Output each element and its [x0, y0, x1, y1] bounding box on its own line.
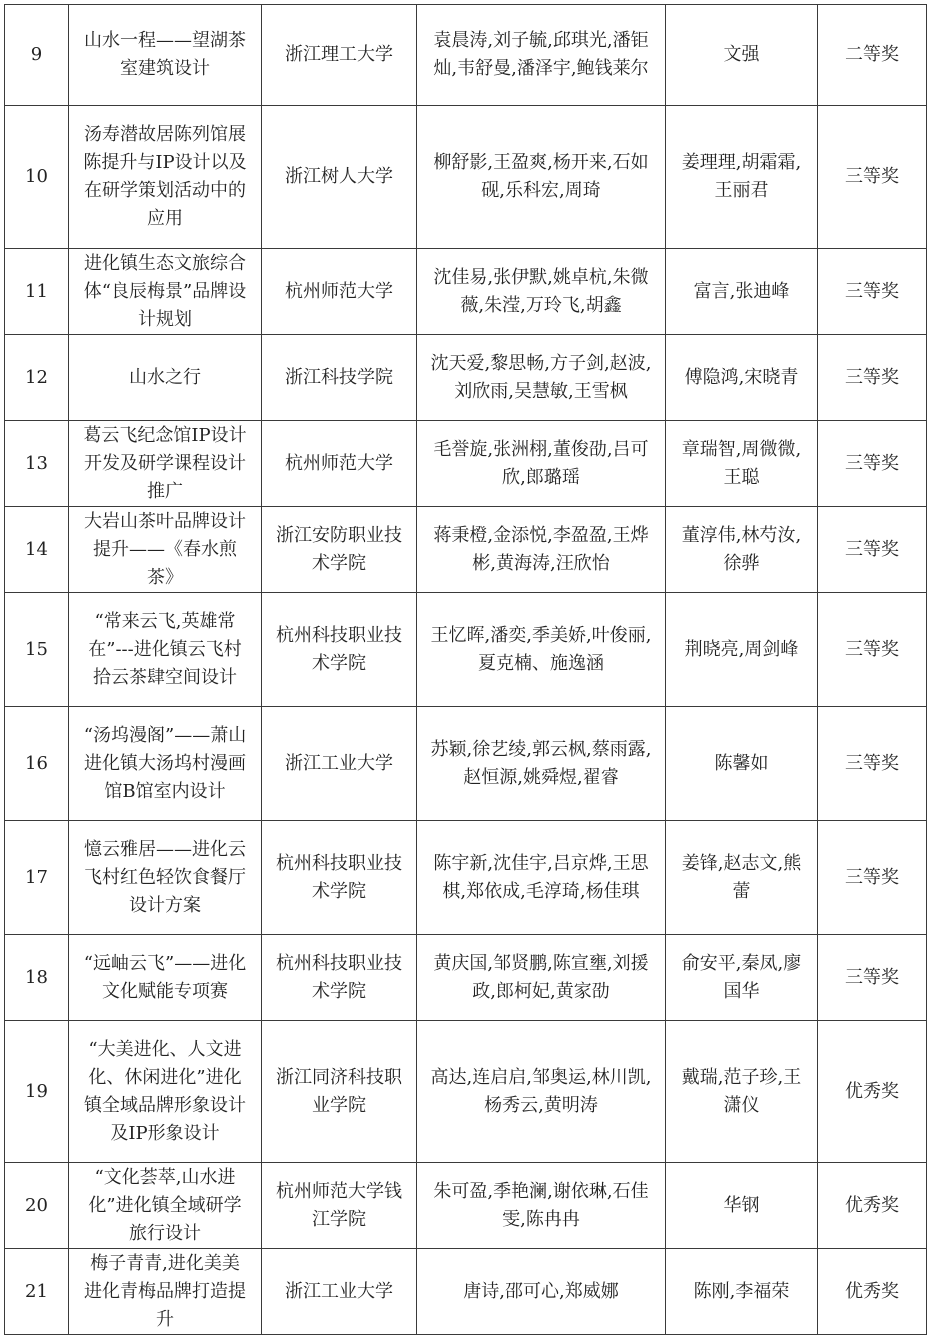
project-name: 葛云飞纪念馆IP设计开发及研学课程设计推广 — [69, 421, 262, 507]
student-names: 袁晨涛,刘子毓,邱琪光,潘钜灿,韦舒曼,潘泽宇,鲍钱莱尔 — [417, 5, 666, 106]
row-number: 16 — [5, 707, 69, 821]
project-name: 进化镇生态文旅综合体“良辰梅景”品牌设计规划 — [69, 249, 262, 335]
student-names: 陈宇新,沈佳宇,吕京烨,王思棋,郑依成,毛淳琦,杨佳琪 — [417, 821, 666, 935]
table-row — [5, 507, 927, 593]
school-name: 杭州师范大学钱江学院 — [262, 1163, 417, 1249]
advisor-names: 华钢 — [666, 1163, 818, 1249]
row-number: 21 — [5, 1249, 69, 1335]
advisor-names: 俞安平,秦凤,廖国华 — [666, 935, 818, 1021]
table-row — [5, 106, 927, 249]
award-level: 三等奖 — [818, 593, 927, 707]
row-number: 10 — [5, 106, 69, 249]
row-number: 13 — [5, 421, 69, 507]
table-row — [5, 593, 927, 707]
student-names: 王忆晖,潘奕,季美娇,叶俊丽,夏克楠、施逸涵 — [417, 593, 666, 707]
table-row — [5, 5, 927, 106]
project-name: “远岫云飞”——进化文化赋能专项赛 — [69, 935, 262, 1021]
student-names: 高达,连启启,邹奥运,林川凯,杨秀云,黄明涛 — [417, 1021, 666, 1163]
award-level: 二等奖 — [818, 5, 927, 106]
project-name: 山水一程——望湖茶室建筑设计 — [69, 5, 262, 106]
table-row — [5, 707, 927, 821]
school-name: 浙江工业大学 — [262, 1249, 417, 1335]
student-names: 唐诗,邵可心,郑威娜 — [417, 1249, 666, 1335]
award-level: 三等奖 — [818, 935, 927, 1021]
project-name: “汤坞漫阁”——萧山进化镇大汤坞村漫画馆B馆室内设计 — [69, 707, 262, 821]
project-name: 大岩山茶叶品牌设计提升——《春水煎茶》 — [69, 507, 262, 593]
table-row — [5, 935, 927, 1021]
table-row — [5, 821, 927, 935]
advisor-names: 文强 — [666, 5, 818, 106]
advisor-names: 陈馨如 — [666, 707, 818, 821]
table-row — [5, 421, 927, 507]
school-name: 杭州师范大学 — [262, 249, 417, 335]
student-names: 沈佳易,张伊默,姚卓杭,朱微薇,朱滢,万玲飞,胡鑫 — [417, 249, 666, 335]
project-name: 憶云雅居——进化云飞村红色轻饮食餐厅设计方案 — [69, 821, 262, 935]
row-number: 18 — [5, 935, 69, 1021]
award-level: 三等奖 — [818, 507, 927, 593]
table-row — [5, 249, 927, 335]
school-name: 杭州科技职业技术学院 — [262, 593, 417, 707]
student-names: 毛誉旋,张洲栩,董俊劭,吕可欣,郎璐瑶 — [417, 421, 666, 507]
school-name: 杭州师范大学 — [262, 421, 417, 507]
student-names: 沈天爱,黎思畅,方子剑,赵波,刘欣雨,吴慧敏,王雪枫 — [417, 335, 666, 421]
row-number: 15 — [5, 593, 69, 707]
school-name: 杭州科技职业技术学院 — [262, 821, 417, 935]
advisor-names: 章瑞智,周微微,王聪 — [666, 421, 818, 507]
award-level: 三等奖 — [818, 421, 927, 507]
award-level: 三等奖 — [818, 249, 927, 335]
school-name: 浙江理工大学 — [262, 5, 417, 106]
row-number: 17 — [5, 821, 69, 935]
school-name: 浙江同济科技职业学院 — [262, 1021, 417, 1163]
student-names: 苏颖,徐艺绫,郭云枫,蔡雨露,赵恒源,姚舜煜,翟睿 — [417, 707, 666, 821]
row-number: 11 — [5, 249, 69, 335]
school-name: 浙江安防职业技术学院 — [262, 507, 417, 593]
advisor-names: 姜理理,胡霜霜,王丽君 — [666, 106, 818, 249]
advisor-names: 陈刚,李福荣 — [666, 1249, 818, 1335]
table-row — [5, 1249, 927, 1335]
award-level: 优秀奖 — [818, 1021, 927, 1163]
awards-table — [4, 4, 927, 1335]
advisor-names: 董淳伟,林芍汝,徐骅 — [666, 507, 818, 593]
row-number: 20 — [5, 1163, 69, 1249]
school-name: 浙江科技学院 — [262, 335, 417, 421]
award-level: 三等奖 — [818, 707, 927, 821]
advisor-names: 戴瑞,范子珍,王潇仪 — [666, 1021, 818, 1163]
advisor-names: 富言,张迪峰 — [666, 249, 818, 335]
advisor-names: 荆晓亮,周剑峰 — [666, 593, 818, 707]
table-row — [5, 335, 927, 421]
project-name: 梅子青青,进化美美 进化青梅品牌打造提升 — [69, 1249, 262, 1335]
award-level: 三等奖 — [818, 106, 927, 249]
table-row — [5, 1021, 927, 1163]
student-names: 黄庆国,邹贤鹏,陈宣壅,刘援政,郎柯妃,黄家劭 — [417, 935, 666, 1021]
awards-table-body — [5, 5, 927, 1335]
project-name: 山水之行 — [69, 335, 262, 421]
row-number: 14 — [5, 507, 69, 593]
student-names: 柳舒影,王盈爽,杨开来,石如砚,乐科宏,周琦 — [417, 106, 666, 249]
row-number: 9 — [5, 5, 69, 106]
award-level: 优秀奖 — [818, 1249, 927, 1335]
award-level: 三等奖 — [818, 335, 927, 421]
project-name: 汤寿潜故居陈列馆展陈提升与IP设计以及在研学策划活动中的应用 — [69, 106, 262, 249]
advisor-names: 姜锋,赵志文,熊蕾 — [666, 821, 818, 935]
row-number: 12 — [5, 335, 69, 421]
school-name: 浙江工业大学 — [262, 707, 417, 821]
project-name: “文化荟萃,山水进化”进化镇全域研学旅行设计 — [69, 1163, 262, 1249]
student-names: 朱可盈,季艳澜,谢依琳,石佳雯,陈冉冉 — [417, 1163, 666, 1249]
award-level: 三等奖 — [818, 821, 927, 935]
award-level: 优秀奖 — [818, 1163, 927, 1249]
school-name: 杭州科技职业技术学院 — [262, 935, 417, 1021]
school-name: 浙江树人大学 — [262, 106, 417, 249]
project-name: “常来云飞,英雄常在”---进化镇云飞村拾云茶肆空间设计 — [69, 593, 262, 707]
student-names: 蒋秉橙,金添悦,李盈盈,王烨彬,黄海涛,汪欣怡 — [417, 507, 666, 593]
row-number: 19 — [5, 1021, 69, 1163]
table-row — [5, 1163, 927, 1249]
project-name: “大美进化、人文进化、休闲进化”进化镇全域品牌形象设计及IP形象设计 — [69, 1021, 262, 1163]
advisor-names: 傅隐鸿,宋晓青 — [666, 335, 818, 421]
